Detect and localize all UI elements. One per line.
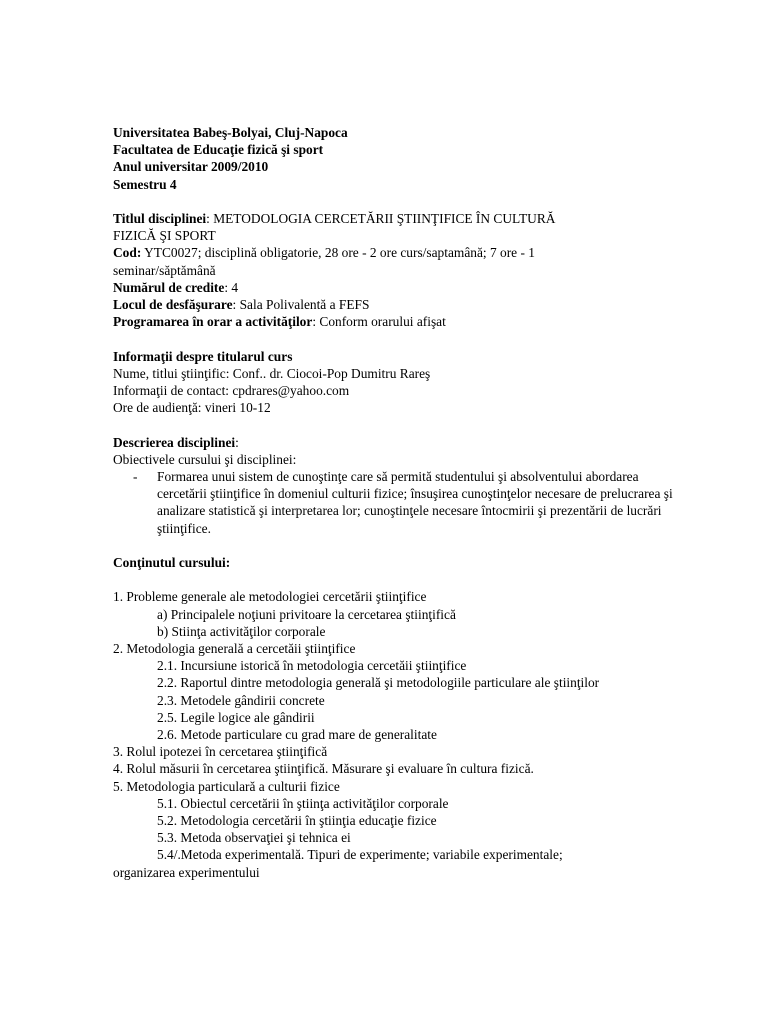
contents-item: 2. Metodologia generală a cercetăii ştiinţifice [113,641,356,657]
contents-subitem: 2.2. Raportul dintre metodologia generală şi metodologiile particulare ale ştiinţilor [157,675,600,691]
schedule-line [113,313,673,330]
description-heading: Descrierea disciplinei [113,434,236,450]
place-value: : Sala Polivalentă a FEFS [232,297,370,313]
contents-subitem: 2.3. Metodele gândirii concrete [157,692,325,708]
code-label: Cod: [113,245,142,261]
university-line [113,124,673,141]
contents-subitem: 5.1. Obiectul cercetării în ştiinţa activităţilor corporale [157,795,449,811]
spacer [113,330,673,347]
objective-text: Formarea unui sistem de cunoştinţe care să permită studentului şi absolventului abordarea cercetării ştiinţifice în domeniul culturii fizice; însuşirea cunoştinţelor necesare de prelucrarea şi analizare statistică şi interpretarea lor; cunoştinţele necesare întocmirii şi prezentării de lucrări ştiinţifice. [157,469,673,536]
semester-line [113,176,673,193]
contents-item: 4. Rolul măsurii în cercetarea ştiinţifică. Măsurare şi evaluare în cultura fizică. [113,761,534,777]
year-line [113,158,673,175]
faculty-name: Facultatea de Educaţie fizică şi sport [113,142,324,158]
contents-subitem: a) Principalele noţiuni privitoare la cercetarea ştiinţifică [157,606,456,622]
contents-item: 5. Metodologia particulară a culturii fizice [113,778,340,794]
spacer [113,537,673,554]
discipline-title-value: : METODOLOGIA CERCETĂRII ŞTIINŢIFICE ÎN CULTURĂ [206,211,556,226]
credits-label: Numărul de credite [113,279,225,295]
spacer [113,416,673,433]
description-heading-line [113,434,673,451]
contents-subitem: 5.3. Metoda observaţiei şi tehnica ei [157,830,351,846]
spacer [113,571,673,588]
university-name: Universitatea Babeş-Bolyai, Cluj-Napoca [113,125,348,140]
spacer [113,193,673,210]
holder-heading: Informaţii despre titularul curs [113,348,293,364]
code-value: YTC0027; disciplină obligatorie, 28 ore - 2 ore curs/saptamână; 7 ore - 1 [141,245,535,261]
schedule-label: Programarea în orar a activităţilor [113,314,313,330]
contents-subitem: 2.5. Legile logice ale gândirii [157,709,315,725]
discipline-title-label: Titlul disciplinei [113,211,207,226]
description-colon: : [235,434,239,450]
schedule-value: : Conform orarului afişat [312,314,446,330]
contents-subitem: 5.4/.Metoda experimentală. Tipuri de experimente; variabile experimentale; [157,847,563,863]
document-body [113,124,673,881]
place-label: Locul de desfăşurare [113,297,233,313]
discipline-title-line-2 [113,227,673,244]
credits-line [113,279,673,296]
discipline-title-line [113,210,673,227]
semester: Semestru 4 [113,176,177,192]
objective-bullet [113,468,673,537]
holder-heading-line [113,348,673,365]
code-value-2: seminar/săptămână [113,262,216,278]
contents-heading: Conţinutul cursului: [113,555,231,571]
place-line [113,296,673,313]
contents-heading-line [113,554,673,571]
discipline-title-value-2: FIZICĂ ŞI SPORT [113,228,216,244]
contents-subitem: 2.1. Incursiune istorică în metodologia cercetăii ştiinţifice [157,658,467,674]
code-line [113,244,673,261]
contents-item: 1. Probleme generale ale metodologiei cercetării ştiinţifice [113,589,427,605]
contents-subitem: b) Stiinţa activităţilor corporale [157,623,326,639]
holder-contact: Informaţii de contact: cpdrares@yahoo.com [113,383,350,399]
contents-item: 3. Rolul ipotezei în cercetarea ştiinţifică [113,744,328,760]
holder-hours: Ore de audienţă: vineri 10-12 [113,400,271,416]
academic-year: Anul universitar 2009/2010 [113,159,269,175]
bullet-dash: - [133,469,138,485]
contents-item-continuation: organizarea experimentului [113,864,260,880]
credits-value: : 4 [224,279,239,295]
holder-name: Nume, titlui ştiinţific: Conf.. dr. Ciocoi-Pop Dumitru Rareş [113,365,431,381]
contents-subitem: 5.2. Metodologia cercetării în ştiinţia educaţie fizice [157,813,437,829]
objectives-intro: Obiectivele cursului şi disciplinei: [113,451,297,467]
faculty-line [113,141,673,158]
code-line-2 [113,262,673,279]
contents-subitem: 2.6. Metode particulare cu grad mare de generalitate [157,727,437,743]
